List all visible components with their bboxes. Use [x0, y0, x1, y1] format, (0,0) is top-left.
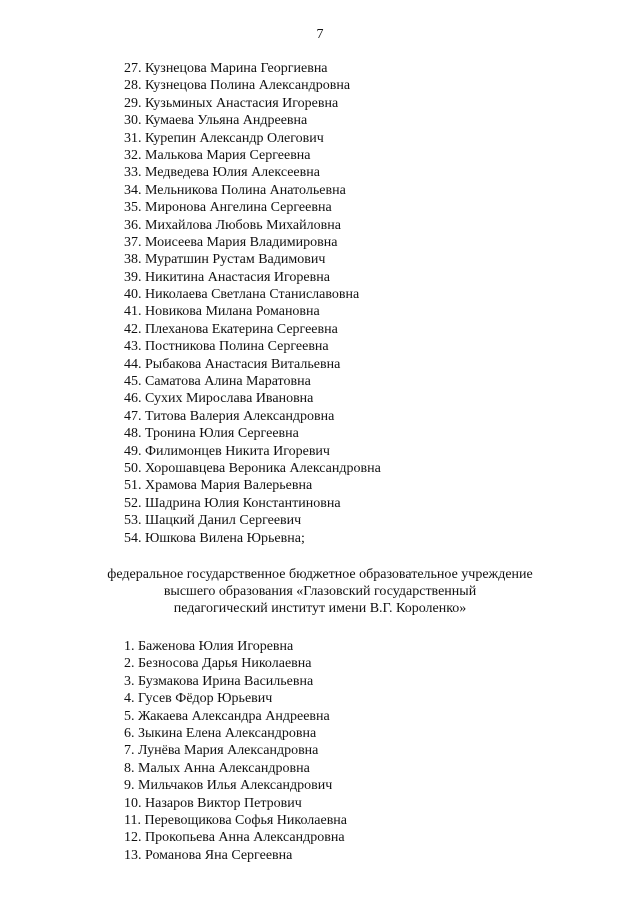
list-item: 32. Малькова Мария Сергеевна — [124, 147, 311, 163]
list-item: 46. Сухих Мирослава Ивановна — [124, 391, 314, 407]
page-number: 7 — [316, 27, 324, 42]
institution-heading — [0, 566, 640, 617]
institution-line-2: высшего образования «Глазовский государственный — [163, 584, 477, 599]
list-item: 4. Гусев Фёдор Юрьевич — [124, 691, 273, 707]
list-item: 37. Моисеева Мария Владимировна — [124, 234, 338, 250]
list-item: 34. Мельникова Полина Анатольевна — [124, 182, 346, 198]
list-item: 6. Зыкина Елена Александровна — [124, 725, 317, 741]
list-item: 10. Назаров Виктор Петрович — [124, 795, 302, 811]
list-item: 36. Михайлова Любовь Михайловна — [124, 217, 341, 233]
list-item: 1. Баженова Юлия Игоревна — [124, 639, 294, 654]
list-item: 44. Рыбакова Анастасия Витальевна — [124, 356, 341, 372]
list-item: 40. Николаева Светлана Станиславовна — [124, 287, 360, 303]
list-item: 38. Муратшин Рустам Вадимович — [124, 252, 326, 268]
list-item: 49. Филимонцев Никита Игоревич — [124, 443, 330, 459]
list-item: 12. Прокопьева Анна Александровна — [124, 830, 345, 846]
list-item: 9. Мильчаков Илья Александрович — [124, 778, 333, 794]
list-item: 11. Перевощикова Софья Николаевна — [124, 812, 348, 828]
list-item: 45. Саматова Алина Маратовна — [124, 374, 311, 390]
list-item: 53. Шацкий Данил Сергеевич — [124, 513, 302, 529]
list-item: 31. Курепин Александр Олегович — [124, 130, 324, 146]
list-item: 52. Шадрина Юлия Константиновна — [124, 495, 341, 511]
list-item: 43. Постникова Полина Сергеевна — [124, 339, 329, 355]
list-item: 39. Никитина Анастасия Игоревна — [124, 269, 330, 285]
list-item: 50. Хорошавцева Вероника Александровна — [124, 460, 381, 476]
student-list-continued — [124, 60, 381, 547]
list-item: 3. Бузмакова Ирина Васильевна — [124, 673, 314, 689]
list-item: 33. Медведева Юлия Алексеевна — [124, 165, 320, 181]
list-item: 42. Плеханова Екатерина Сергеевна — [124, 321, 338, 337]
list-item: 8. Малых Анна Александровна — [124, 760, 310, 776]
list-item: 7. Лунёва Мария Александровна — [124, 743, 319, 759]
list-item: 13. Романова Яна Сергеевна — [124, 847, 293, 863]
list-item: 29. Кузьминых Анастасия Игоревна — [124, 95, 339, 111]
list-item: 35. Миронова Ангелина Сергеевна — [124, 200, 332, 216]
list-item: 51. Храмова Мария Валерьевна — [124, 478, 313, 494]
list-item: 5. Жакаева Александра Андреевна — [124, 708, 330, 724]
list-item: 27. Кузнецова Марина Георгиевна — [124, 61, 328, 76]
list-item: 2. Безносова Дарья Николаевна — [124, 656, 312, 672]
list-item: 54. Юшкова Вилена Юрьевна; — [124, 530, 305, 546]
list-item: 28. Кузнецова Полина Александровна — [124, 78, 351, 94]
institution-line-1: федеральное государственное бюджетное образовательное учреждение — [107, 567, 533, 582]
student-list-glazov — [124, 638, 347, 864]
institution-line-3: педагогический институт имени В.Г. Короленко» — [173, 601, 467, 616]
list-item: 48. Тронина Юлия Сергеевна — [124, 426, 299, 442]
list-item: 47. Титова Валерия Александровна — [124, 408, 335, 424]
list-item: 41. Новикова Милана Романовна — [124, 304, 320, 320]
list-item: 30. Кумаева Ульяна Андреевна — [124, 113, 308, 129]
